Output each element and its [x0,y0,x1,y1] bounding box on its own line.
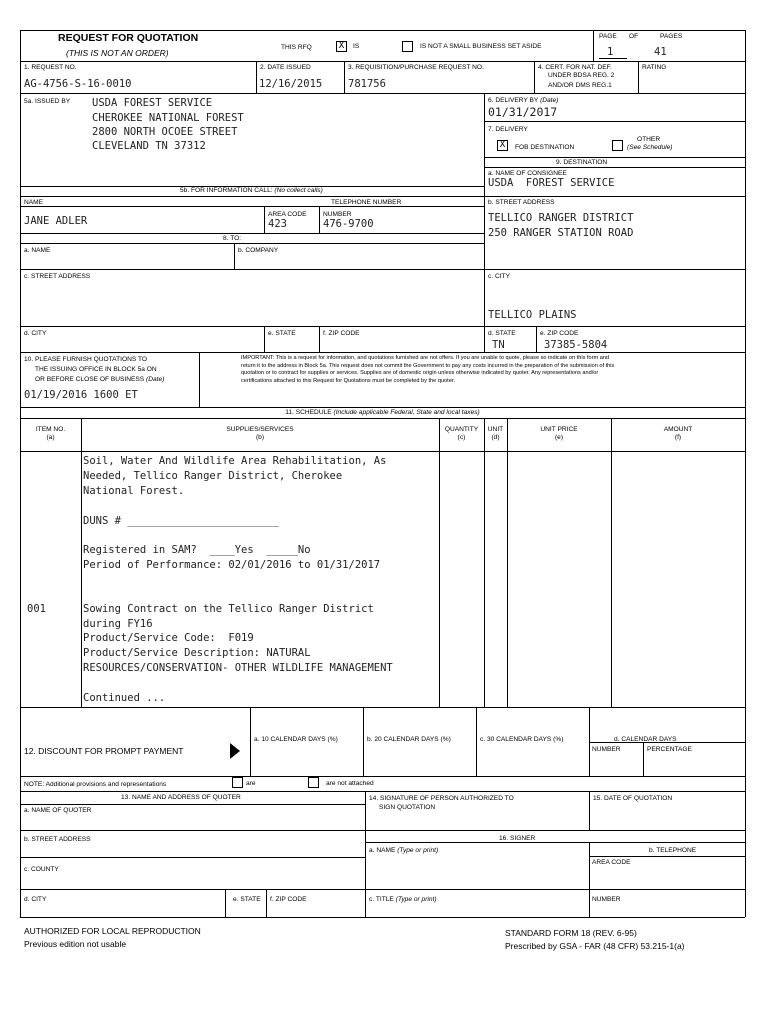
is-not-label: IS NOT A SMALL BUSINESS SET ASIDE [420,43,542,50]
rule [20,352,745,353]
other-note: (See Schedule) [627,144,673,151]
cert-label-2: UNDER BDSA REG. 2 [548,72,615,79]
other-label: OTHER [637,136,661,143]
request-no-label: 1. REQUEST NO. [24,64,77,71]
rule [344,61,345,93]
col-amount-sub: (f) [674,434,682,441]
signature-label-2: SIGN QUOTATION [379,804,436,811]
rule [81,418,82,707]
rule [20,269,745,270]
furnish-label-3-text: OR BEFORE CLOSE OF BUSINESS [35,376,145,383]
footer-left-1: AUTHORIZED FOR LOCAL REPRODUCTION [24,926,201,936]
issued-by-line-2: CHEROKEE NATIONAL FOREST [92,112,244,124]
rule [534,61,535,93]
delivery-by-value: 01/31/2017 [488,105,558,119]
furnish-label-note: (Date) [146,376,165,383]
period-line: Period of Performance: 02/01/2016 to 01/31/2017 [83,559,381,571]
rule [199,352,200,407]
col-unit-sub: (d) [491,434,500,441]
info-name-label: NAME [24,199,44,206]
col-supplies-name: SUPPLIES/SERVICES [226,426,294,433]
of-label: OF [629,33,639,40]
to-label: 8. TO: [223,235,242,242]
col-item-header [20,426,81,442]
rule [611,418,612,707]
date-issued-value: 12/16/2015 [259,78,323,90]
discount-number-label: NUMBER [592,746,621,753]
requisition-value: 781756 [348,78,386,90]
furnish-label-1: 10. PLEASE FURNISH QUOTATIONS TO [24,356,147,363]
to-zip-label: f. ZIP CODE [323,330,360,337]
note-label: NOTE: Additional provisions and representations [24,781,167,788]
rule [484,418,485,707]
info-name-value: JANE ADLER [24,215,88,227]
destination-label: 9. DESTINATION [556,159,608,166]
signer-number-label: NUMBER [592,896,621,903]
item-line-4: Product/Service Description: NATURAL [83,647,311,659]
rule [20,326,745,327]
schedule-label-text: 11. SCHEDULE [285,409,332,416]
info-call-label-note: (No collect calls) [274,187,323,194]
number-value: 476-9700 [323,218,374,230]
item-no: 001 [27,603,46,615]
col-quantity-name: QUANTITY [444,426,479,433]
rule [484,157,745,158]
area-code-label: AREA CODE [268,211,307,218]
date-issued-label: 2. DATE ISSUED [260,64,311,71]
discount-days-label: d. CALENDAR DAYS [614,736,677,743]
col-amount-name: AMOUNT [663,426,693,433]
quoter-county-label: c. COUNTY [24,866,59,873]
desc-line-1: Soil, Water And Wildlife Area Rehabilitation, As [83,455,387,467]
info-call-label [180,187,323,195]
rule [20,707,745,708]
dest-zip-value: 37385-5804 [544,339,608,351]
dest-street-line-2: 250 RANGER STATION ROAD [488,227,634,239]
rule [20,917,745,918]
form-title: REQUEST FOR QUOTATION [58,32,199,44]
rule [745,30,746,917]
rule [20,451,745,452]
item-line-1: Sowing Contract on the Tellico Ranger District [83,603,374,615]
rule [589,791,590,830]
col-supplies-header [81,426,439,442]
quoter-city-label: d. CITY [24,896,47,903]
signer-name-note: (Type or print) [397,847,439,854]
rule [507,418,508,707]
fob-destination-checkbox[interactable]: X [497,140,508,151]
item-line-5: RESOURCES/CONSERVATION- OTHER WILDLIFE MANAGEMENT [83,662,393,674]
to-company-label: b. COMPANY [238,247,279,254]
rule [264,326,265,352]
issued-by-line-1: USDA FOREST SERVICE [92,97,213,109]
col-unit-name: UNIT [487,426,504,433]
furnish-label-2: THE ISSUING OFFICE IN BLOCK 5a ON [35,366,157,373]
rule [593,30,594,61]
delivery-label: 7. DELIVERY [488,126,528,133]
footer-left-2: Previous edition not usable [24,939,127,949]
telephone-label: TELEPHONE NUMBER [331,199,402,206]
info-call-label-text: 5b. FOR INFORMATION CALL: [180,187,273,194]
is-not-checkbox[interactable] [402,41,413,52]
important-note: IMPORTANT: This is a request for information, and quotations furnished are not offers. If you are unable to quote, please so indicate on this form and return it to the address in Block 5a. This request does not commit the Government to pay any costs incurred in the preparation of the submission of this quotation or to contract for supplies or services. Supplies are of domestic origin unless otherwise indicated by quoter. Any representations and/or certifications attached to this Request for Quotations must be completed by the quoter. [241,355,615,384]
rule [484,167,745,168]
pages-label: PAGES [660,33,683,40]
rule [266,889,267,917]
form-subtitle: (THIS IS NOT AN ORDER) [66,48,169,58]
quoter-state-label: e. STATE [233,896,261,903]
quoter-zip-label: f. ZIP CODE [270,896,307,903]
delivery-by-label-note: (Date) [540,97,559,104]
signer-area-code-label: AREA CODE [592,859,631,866]
schedule-label-note: (Include applicable Federal, State and local taxes) [333,409,480,416]
arrow-right-icon [229,743,241,759]
are-not-label: are not attached [326,780,374,787]
col-item-name: ITEM NO. [35,426,66,433]
furnish-label-3 [35,376,164,384]
other-checkbox[interactable] [612,140,623,151]
are-checkbox[interactable] [232,777,243,788]
rating-label: RATING [642,64,667,71]
is-label: IS [353,43,360,50]
requisition-label: 3. REQUISITION/PURCHASE REQUEST NO. [348,64,484,71]
discount-20-label: b. 20 CALENDAR DAYS (%) [367,736,451,743]
signer-title-note: (Type or print) [395,896,437,903]
quote-due-value: 01/19/2016 1600 ET [24,389,138,401]
col-unit-price-sub: (e) [554,434,564,441]
dest-city-label: c. CITY [488,273,510,280]
issued-by-line-4: CLEVELAND TN 37312 [92,140,206,152]
are-label: are [246,780,256,787]
rule [484,121,745,122]
delivery-by-label [488,97,558,105]
desc-line-2: Needed, Tellico Ranger District, Cherokee [83,470,343,482]
col-unit-header [484,426,507,442]
number-label: NUMBER [323,211,352,218]
schedule-label [20,409,745,417]
rule [20,30,21,917]
delivery-by-label-text: 6. DELIVERY BY [488,97,539,104]
duns-line: DUNS # ________________________ [83,515,279,527]
col-unit-price-name: UNIT PRICE [540,426,578,433]
rule [20,407,745,408]
dest-street-line-1: TELLICO RANGER DISTRICT [488,212,634,224]
request-no-value: AG-4756-S-16-0010 [24,78,132,90]
rule [365,791,366,917]
discount-percentage-label: PERCENTAGE [647,746,692,753]
signer-label: 16. SIGNER [499,835,536,842]
rule [256,61,257,93]
rule [20,418,745,419]
quoter-label: 13. NAME AND ADDRESS OF QUOTER [121,794,241,801]
desc-line-3: National Forest. [83,485,185,497]
rule [20,804,365,805]
rule [20,830,745,831]
rule [476,707,477,776]
quote-date-label: 15. DATE OF QUOTATION [593,795,673,802]
rule [643,742,644,776]
col-item-sub: (a) [46,434,55,441]
to-name-label: a. NAME [24,247,51,254]
dest-zip-label: e. ZIP CODE [540,330,579,337]
dest-street-label: b. STREET ADDRESS [488,199,555,206]
rule [589,842,590,917]
signer-title-text: c. TITLE [369,896,394,903]
rule [365,842,745,843]
rule [20,857,365,858]
continued-line: Continued ... [83,692,166,704]
page-value: 1 [607,46,614,58]
is-checkbox[interactable]: X [336,41,347,52]
to-state-label: e. STATE [268,330,296,337]
issued-by-line-3: 2800 NORTH OCOEE STREET [92,126,238,138]
footer-right-1: STANDARD FORM 18 (REV. 6-95) [505,928,637,938]
rule [20,233,484,234]
to-city-label: d. CITY [24,330,47,337]
to-street-label: c. STREET ADDRESS [24,273,91,280]
issued-by-label: 5a. ISSUED BY [24,98,71,105]
signer-title-label [369,896,437,904]
discount-10-label: a. 10 CALENDAR DAYS (%) [254,736,338,743]
dest-state-value: TN [492,339,505,351]
rule [599,58,627,59]
signer-name-text: a. NAME [369,847,396,854]
discount-30-label: c. 30 CALENDAR DAYS (%) [480,736,564,743]
signature-label-1: 14. SIGNATURE OF PERSON AUTHORIZED TO [369,795,514,802]
signer-name-label [369,847,438,855]
signer-telephone-label: b. TELEPHONE [649,847,697,854]
this-rfq-label: THIS RFQ [281,44,312,51]
area-code-value: 423 [268,218,287,230]
consignee-label: a. NAME OF CONSIGNEE [488,170,567,177]
rule [20,776,745,777]
rule [234,243,235,269]
rule [536,326,537,352]
sam-line: Registered in SAM? ____Yes _____No [83,544,311,556]
dest-state-label: d. STATE [488,330,516,337]
pages-value: 41 [654,46,667,58]
rule [250,707,251,776]
col-supplies-sub: (b) [255,434,265,441]
quoter-name-label: a. NAME OF QUOTER [24,807,92,814]
quoter-street-label: b. STREET ADDRESS [24,836,91,843]
cert-label-1: 4. CERT. FOR NAT. DEF. [538,64,612,71]
rule [319,206,320,233]
rule [20,196,745,197]
rule [439,418,440,707]
col-unit-price-header [507,426,611,442]
item-line-2: during FY16 [83,618,153,630]
rule [20,206,484,207]
rule [20,243,484,244]
rule [638,61,639,93]
rule [225,889,226,917]
rule [589,856,745,857]
dest-city-value: TELLICO PLAINS [488,309,577,321]
rule [319,326,320,352]
rule [484,93,485,352]
rule [20,889,745,890]
rule [264,206,265,233]
fob-destination-label: FOB DESTINATION [515,144,575,151]
rule [20,30,745,31]
discount-label: 12. DISCOUNT FOR PROMPT PAYMENT [24,746,184,756]
col-quantity-sub: (c) [457,434,466,441]
footer-right-2: Prescribed by GSA - FAR (48 CFR) 53.215-1(a) [505,941,685,951]
rule [363,707,364,776]
are-not-checkbox[interactable] [308,777,319,788]
col-quantity-header [439,426,484,442]
cert-label-3: AND/OR DMS REG.1 [548,82,612,89]
rule [20,61,745,62]
consignee-value: USDA FOREST SERVICE [488,177,615,189]
rule [20,791,745,792]
item-line-3: Product/Service Code: F019 [83,632,254,644]
col-amount-header [611,426,745,442]
rule [20,93,745,94]
page-label: PAGE [599,33,617,40]
